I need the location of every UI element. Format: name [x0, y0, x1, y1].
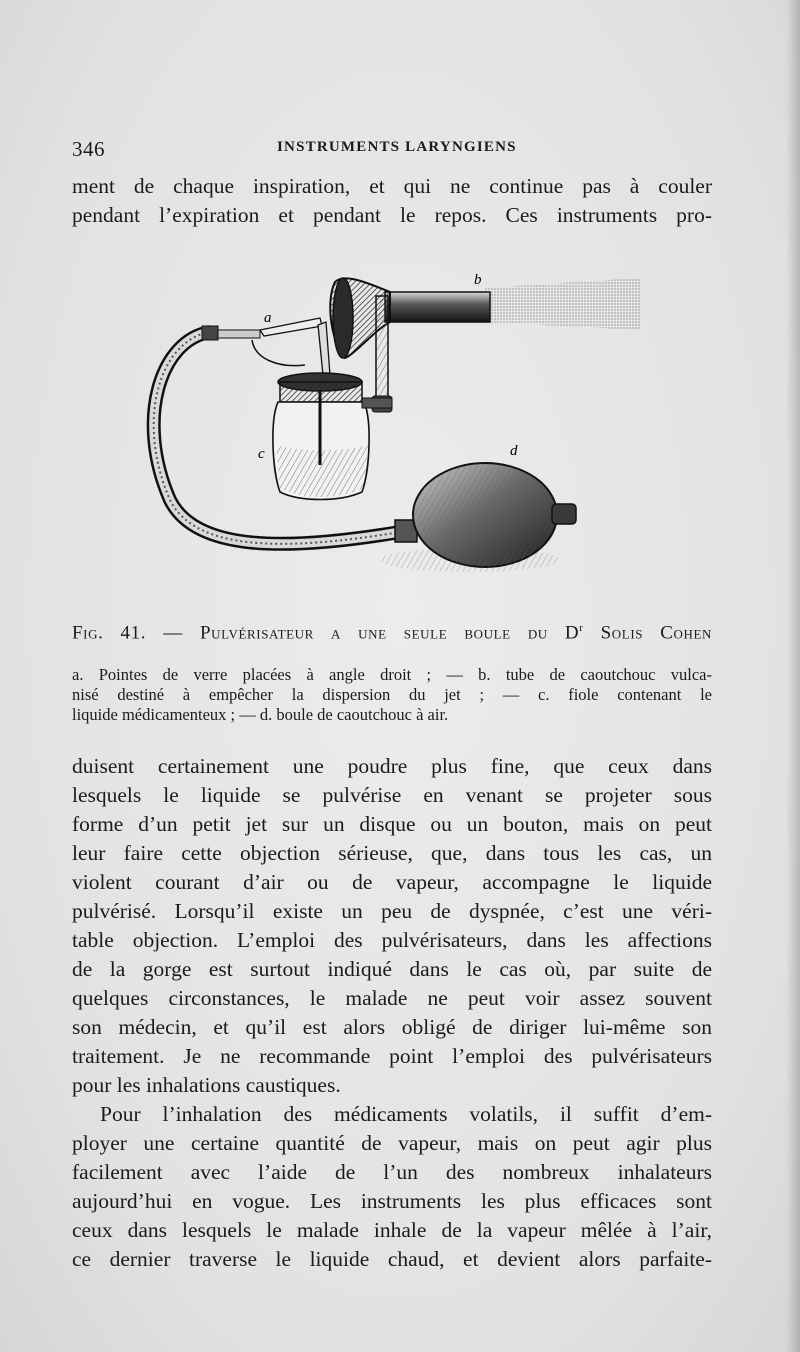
text-line: aujourd’hui en vogue. Les instruments les plus efficaces sont	[72, 1189, 712, 1213]
caption-line: a. Pointes de verre placées à angle droit ; — b. tube de caoutchouc vulca-	[72, 665, 712, 684]
sprayer-illustration	[140, 270, 660, 600]
text-line: leur faire cette objection sérieuse, que, dans tous les cas, un	[72, 841, 712, 865]
main-paragraph	[72, 752, 712, 1274]
figure-title	[72, 622, 712, 644]
text-line: de la gorge est surtout indiqué dans le cas où, par suite de	[72, 957, 712, 981]
text-line: lesquels le liquide se pulvérise en venant se projeter sous	[72, 783, 712, 807]
text-line: forme d’un petit jet sur un disque ou un bouton, mais on peut	[72, 812, 712, 836]
figure-title-main: Pulvérisateur a une seule boule du D	[199, 622, 580, 644]
text-line: ployer une certaine quantité de vapeur, mais on peut agir plus	[72, 1131, 712, 1155]
label-c: c	[258, 446, 265, 462]
text-line: pendant l’expiration et pendant le repos. Ces instruments pro-	[72, 203, 712, 227]
bottle-liquid	[276, 445, 368, 497]
text-line: ment de chaque inspiration, et qui ne continue pas à couler	[72, 174, 712, 198]
figure-caption	[72, 665, 712, 725]
clamp	[376, 296, 388, 406]
text-line: table objection. L’emploi des pulvérisateurs, dans les affections	[72, 928, 712, 952]
figure-number: Fig. 41.	[72, 622, 147, 644]
caption-line: nisé destiné à empêcher la dispersion du jet ; — c. fiole contenant le	[72, 685, 712, 704]
label-a: a	[264, 310, 272, 326]
text-line: pulvérisé. Lorsqu’il existe un peu de dyspnée, c’est une véri-	[72, 899, 712, 923]
rubber-tube-b	[385, 292, 490, 322]
top-paragraph	[72, 172, 712, 230]
text-line: facilement avec l’aide de l’un des nombreux inhalateurs	[72, 1160, 712, 1184]
label-b: b	[474, 272, 482, 288]
text-line: ceux dans lesquels le malade inhale de la vapeur mêlée à l’air,	[72, 1218, 712, 1242]
text-line: Pour l’inhalation des médicaments volatils, il suffit d’em-	[100, 1102, 712, 1126]
figure-title-dash: —	[146, 622, 200, 644]
text-line: quelques circonstances, le malade ne peut voir assez souvent	[72, 986, 712, 1010]
figure-title-name: Solis Cohen	[583, 622, 712, 644]
text-line: pour les inhalations caustiques.	[72, 1073, 341, 1097]
figure-title-sup: r	[579, 622, 584, 634]
running-head	[72, 137, 712, 161]
page-edge-shadow	[786, 0, 800, 1352]
label-d: d	[510, 443, 518, 459]
caption-line: liquide médicamenteux ; — d. boule de caoutchouc à air.	[72, 705, 449, 724]
spray-cloud	[485, 278, 640, 330]
text-line: duisent certainement une poudre plus fine, que ceux dans	[72, 754, 712, 778]
text-line: son médecin, et qu’il est alors obligé de diriger lui-même son	[72, 1015, 712, 1039]
text-line: traitement. Je ne recommande point l’emploi des pulvérisateurs	[72, 1044, 712, 1068]
sprayer-engraving	[140, 270, 660, 600]
text-line: ce dernier traverse le liquide chaud, et devient alors parfaite-	[72, 1247, 712, 1271]
text-line: violent courant d’air ou de vapeur, accompagne le liquide	[72, 870, 712, 894]
page-number: 346	[72, 137, 105, 161]
running-title: INSTRUMENTS LARYNGIENS	[277, 139, 517, 155]
